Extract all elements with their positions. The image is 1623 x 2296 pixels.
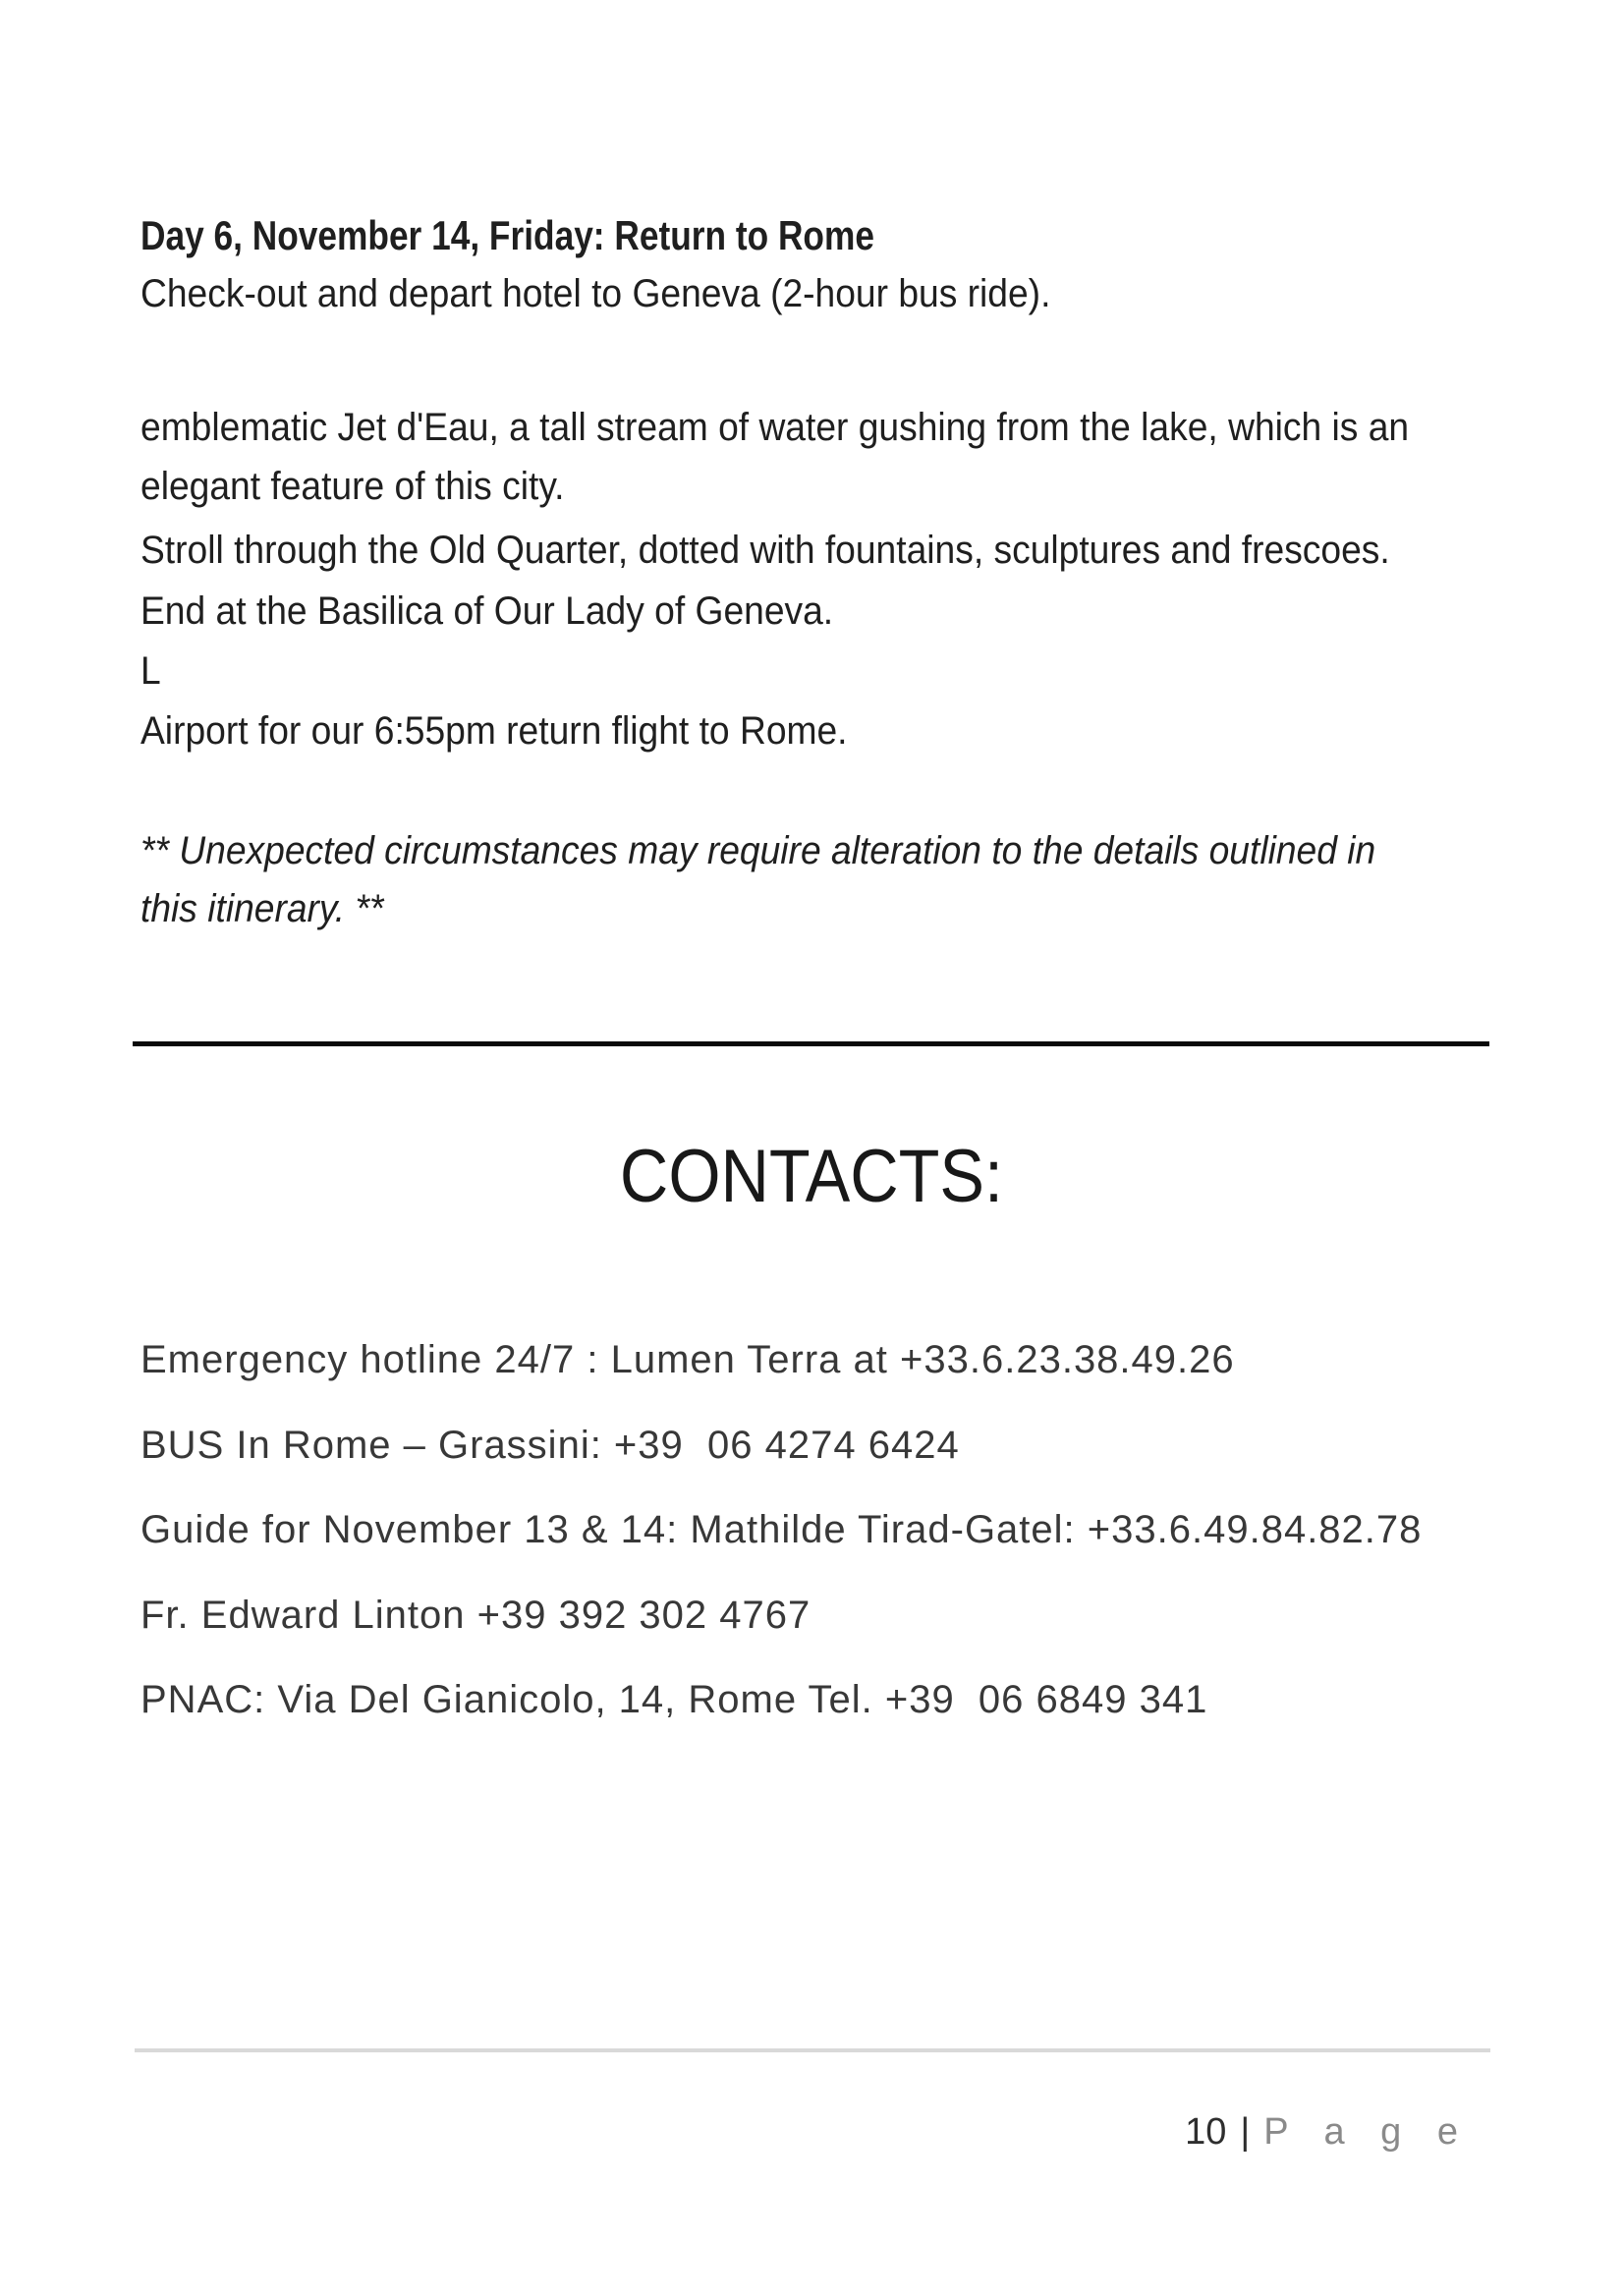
contact-entry-pnac: PNAC: Via Del Gianicolo, 14, Rome Tel. +39 06 6849 341	[140, 1678, 1208, 1721]
section-divider	[133, 1041, 1489, 1046]
itinerary-line: Airport for our 6:55pm return flight to Rome.	[140, 709, 848, 753]
disclaimer-note-line: ** Unexpected circumstances may require alteration to the details outlined in	[140, 829, 1376, 872]
disclaimer-note-line: this itinerary. **	[140, 887, 384, 930]
page-footer	[1144, 2061, 1471, 2203]
itinerary-line: elegant feature of this city.	[140, 465, 565, 508]
itinerary-line: End at the Basilica of Our Lady of Geneva.	[140, 589, 834, 633]
footer-divider	[135, 2048, 1490, 2052]
footer-page-label: P a g e	[1263, 2111, 1471, 2153]
contacts-heading: CONTACTS:	[619, 1135, 1004, 1218]
day-heading: Day 6, November 14, Friday: Return to Rome	[140, 212, 874, 258]
footer-separator: |	[1240, 2111, 1251, 2153]
itinerary-line: emblematic Jet d'Eau, a tall stream of water gushing from the lake, which is an	[140, 406, 1410, 449]
contact-entry-emergency: Emergency hotline 24/7 : Lumen Terra at +33.6.23.38.49.26	[140, 1338, 1235, 1381]
footer-page-number: 10	[1185, 2111, 1227, 2153]
itinerary-line: Check-out and depart hotel to Geneva (2-hour bus ride).	[140, 272, 1051, 315]
contact-entry-bus: BUS In Rome – Grassini: +39 06 4274 6424	[140, 1424, 960, 1467]
itinerary-line: Stroll through the Old Quarter, dotted with fountains, sculptures and frescoes.	[140, 529, 1390, 572]
contact-entry-priest: Fr. Edward Linton +39 392 302 4767	[140, 1594, 812, 1637]
itinerary-line: L	[140, 649, 161, 693]
contact-entry-guide: Guide for November 13 & 14: Mathilde Tirad-Gatel: +33.6.49.84.82.78	[140, 1508, 1423, 1551]
